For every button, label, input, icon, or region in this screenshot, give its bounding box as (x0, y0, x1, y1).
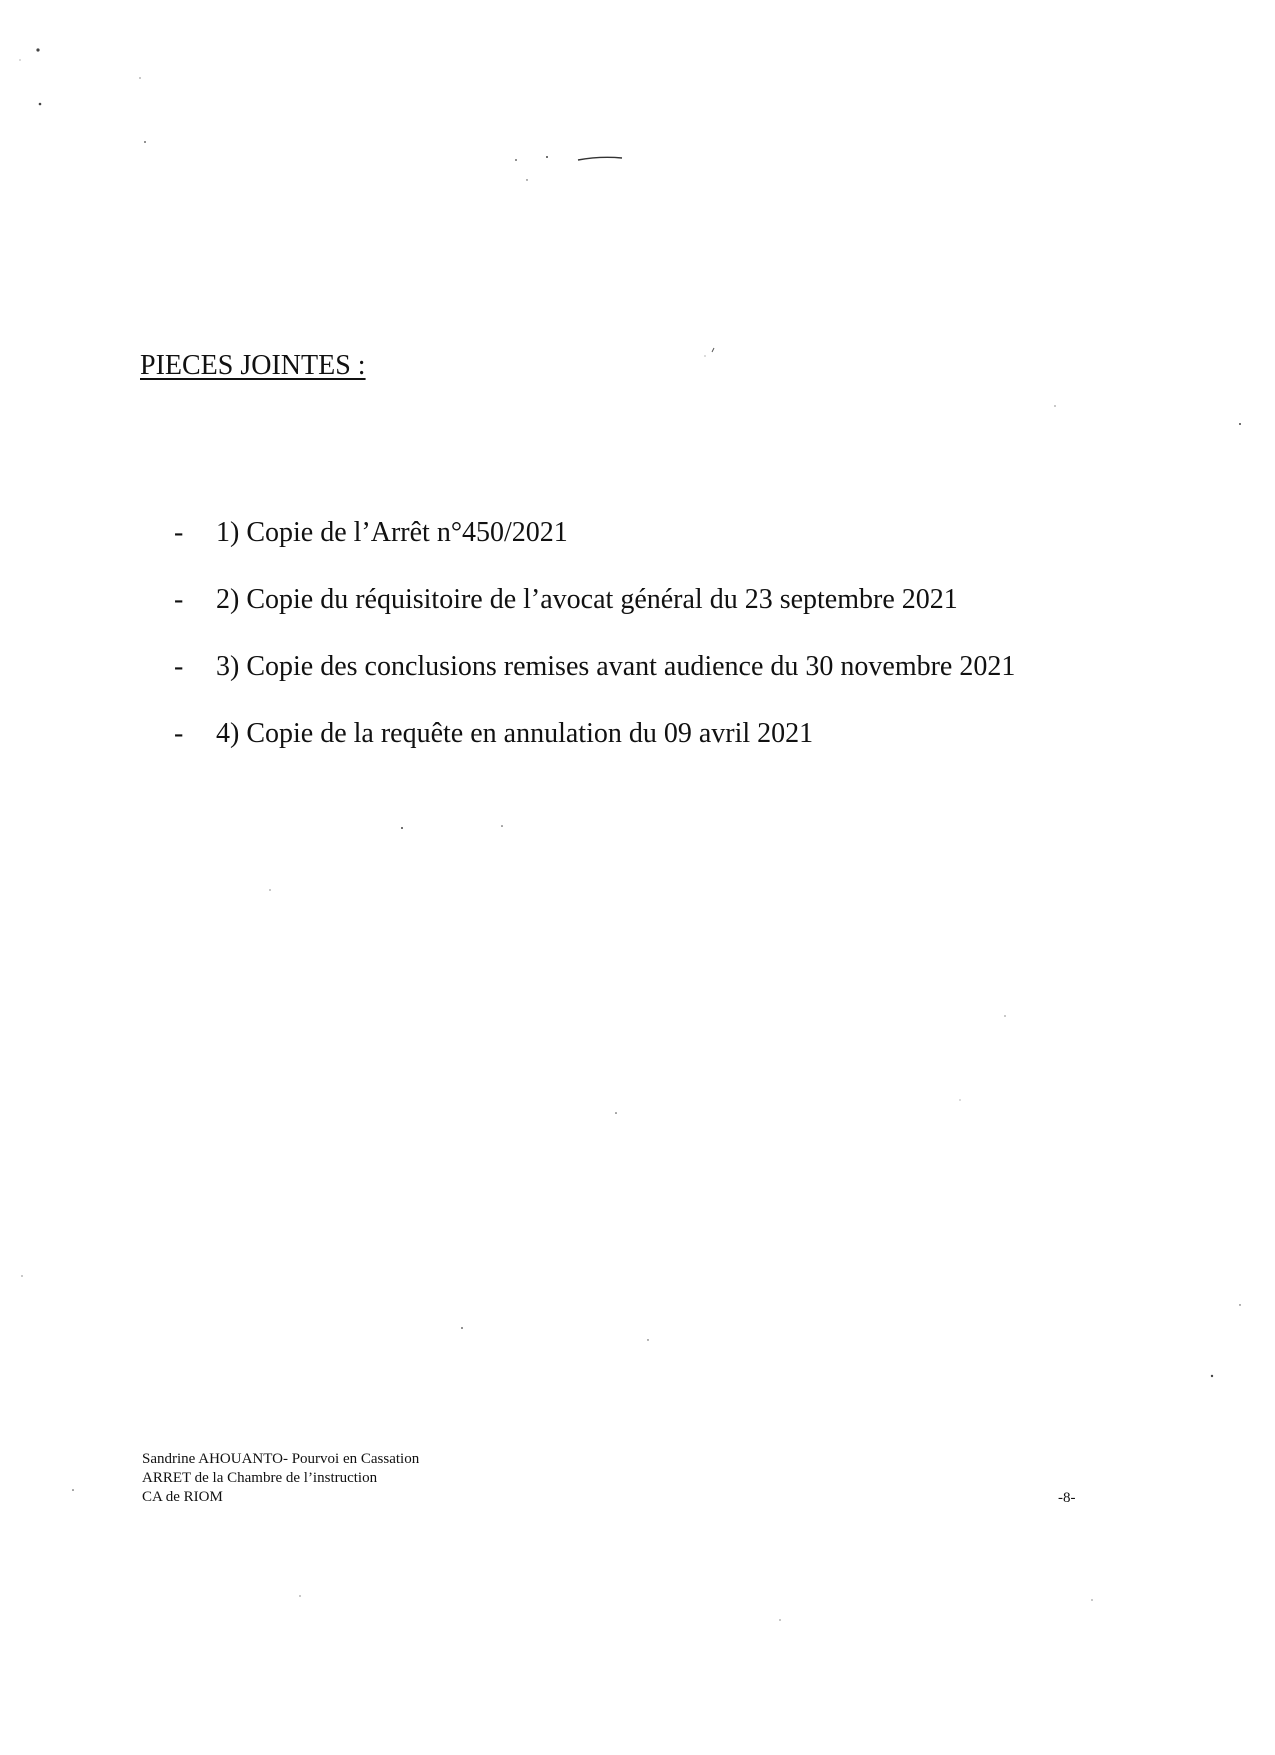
list-item-text: 2) Copie du réquisitoire de l’avocat général du 23 septembre 2021 (216, 584, 958, 615)
list-item-text: 1) Copie de l’Arrêt n°450/2021 (216, 517, 568, 548)
footer-line: Sandrine AHOUANTO- Pourvoi en Cassation (142, 1451, 420, 1467)
list-bullet: - (174, 584, 184, 615)
footer-line: ARRET de la Chambre de l’instruction (142, 1470, 378, 1486)
footer-line: CA de RIOM (142, 1489, 223, 1505)
attachments-heading: PIECES JOINTES : (140, 350, 366, 381)
list-item-text: 4) Copie de la requête en annulation du 09 avril 2021 (216, 718, 814, 749)
list-item-text: 3) Copie des conclusions remises avant audience du 30 novembre 2021 (216, 651, 1016, 682)
page-footer (142, 1450, 419, 1507)
page-number: -8- (1058, 1490, 1076, 1506)
list-bullet: - (174, 718, 184, 749)
list-bullet: - (174, 651, 184, 682)
list-bullet: - (174, 517, 184, 548)
